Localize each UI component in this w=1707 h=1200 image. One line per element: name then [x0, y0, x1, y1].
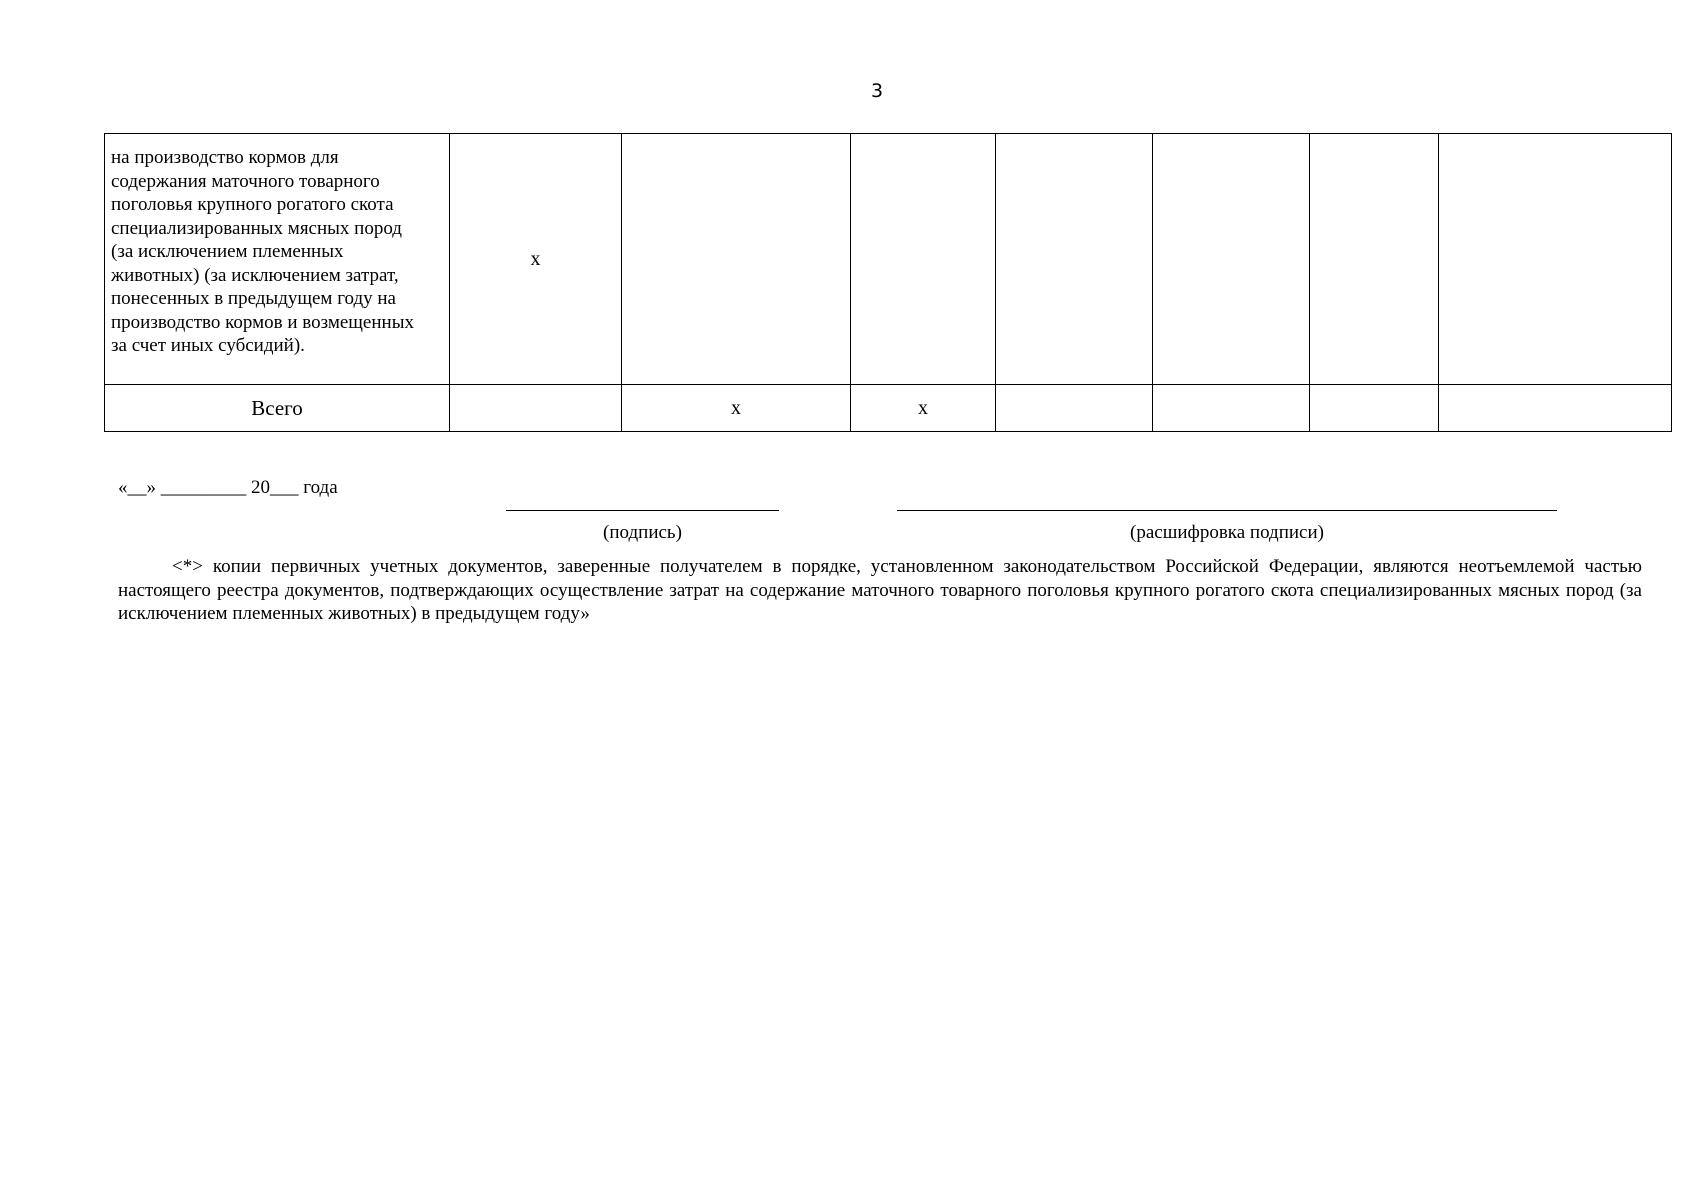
- table-cell: [1439, 134, 1672, 385]
- signature-decoding-caption: (расшифровка подписи): [1130, 522, 1324, 543]
- table-cell: [1153, 134, 1310, 385]
- table-cell: [1310, 134, 1439, 385]
- table-cell: [1153, 385, 1310, 432]
- page-number: 3: [870, 80, 884, 102]
- table-cell: [1310, 385, 1439, 432]
- table-row: [105, 134, 1672, 385]
- row-description: на производство кормов для содержания маточного товарного поголовья крупного рогатого скота специализированных мясных пород (за исключением племенных животных) (за исключением затрат, понесенных в предыдущем году на производство кормов и возмещенных за счет иных субсидий).: [111, 147, 414, 356]
- table-cell: x: [622, 385, 851, 432]
- table-cell: [851, 134, 996, 385]
- table-cell: [622, 134, 851, 385]
- registry-table: [104, 133, 1672, 432]
- table-cell: x: [450, 134, 622, 385]
- total-row: [105, 385, 1672, 432]
- signature-caption: (подпись): [603, 522, 682, 543]
- row-description-cell: [105, 134, 450, 385]
- table-cell: [996, 385, 1153, 432]
- signature-line: [506, 510, 779, 511]
- total-label: Всего: [105, 385, 450, 432]
- table-cell: [996, 134, 1153, 385]
- date-line: «__» _________ 20___ года: [118, 477, 338, 498]
- table-cell: [450, 385, 622, 432]
- footnote: <*> копии первичных учетных документов, заверенные получателем в порядке, установленном законодательством Российской Федерации, являются неотъемлемой частью настоящего реестра документов, подтверждающих осуществление затрат на содержание маточного товарного поголовья крупного рогатого скота специализированных мясных пород (за исключением племенных животных) в предыдущем году»: [118, 556, 1642, 624]
- table-cell: [1439, 385, 1672, 432]
- signature-decoding-line: [897, 510, 1557, 511]
- table-cell: x: [851, 385, 996, 432]
